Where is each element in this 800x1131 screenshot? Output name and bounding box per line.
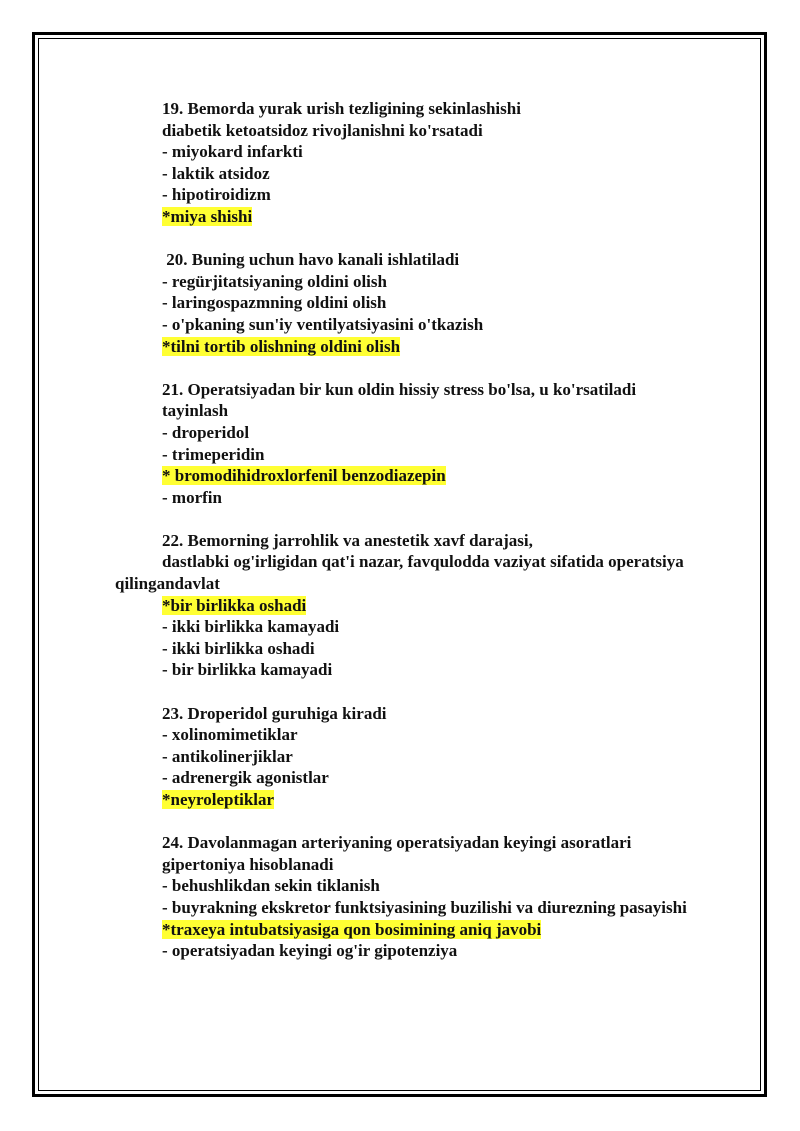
answer-option: - laringospazmning oldini olish xyxy=(162,293,387,313)
answer-option: - xolinomimetiklar xyxy=(162,725,298,745)
question-21 xyxy=(115,379,755,509)
answer-option: - ikki birlikka oshadi xyxy=(162,638,315,658)
question-text: 20. Buning uchun havo kanali ishlatiladi xyxy=(162,250,460,270)
question-text: 19. Bemorda yurak urish tezligining sekinlashishi xyxy=(162,99,521,118)
correct-answer: *tilni tortib olishning oldini olish xyxy=(162,336,401,356)
question-text: dastlabki og'irligidan qat'i nazar, favqulodda vaziyat sifatida operatsiya xyxy=(162,552,684,572)
question-23 xyxy=(115,703,755,811)
answer-option: - antikolinerjiklar xyxy=(162,746,293,766)
question-text: 23. Droperidol guruhiga kiradi xyxy=(162,703,387,723)
question-text: tayinlash xyxy=(162,401,229,421)
answer-option: - miyokard infarkti xyxy=(162,142,303,162)
question-list xyxy=(115,98,755,962)
question-text-wrap: qilingandavlat xyxy=(115,574,220,594)
answer-option: - trimeperidin xyxy=(162,444,265,464)
answer-option: - hipotiroidizm xyxy=(162,185,271,205)
answer-option: - ikki birlikka kamayadi xyxy=(162,617,340,637)
question-22 xyxy=(115,530,755,681)
answer-option: - buyrakning ekskretor funktsiyasining buzilishi va diurezning pasayishi xyxy=(162,897,687,917)
correct-answer: * bromodihidroxlorfenil benzodiazepin xyxy=(162,466,446,486)
answer-option: - regürjitatsiyaning oldini olish xyxy=(162,271,387,291)
question-text: 24. Davolanmagan arteriyaning operatsiyadan keyingi asoratlari xyxy=(162,833,632,853)
question-19 xyxy=(115,98,755,228)
correct-answer: *traxeya intubatsiyasiga qon bosimining aniq javobi xyxy=(162,919,542,939)
correct-answer: *neyroleptiklar xyxy=(162,790,275,809)
correct-answer: *miya shishi xyxy=(162,206,253,226)
answer-option: - operatsiyadan keyingi og'ir gipotenziya xyxy=(162,941,458,961)
question-20 xyxy=(115,249,755,357)
answer-option: - bir birlikka kamayadi xyxy=(162,660,333,680)
question-24 xyxy=(115,832,755,962)
answer-option: - morfin xyxy=(162,487,222,507)
answer-option: - adrenergik agonistlar xyxy=(162,768,329,788)
answer-option: - behushlikdan sekin tiklanish xyxy=(162,876,380,896)
question-text: 21. Operatsiyadan bir kun oldin hissiy stress bo'lsa, u ko'rsatiladi xyxy=(162,379,637,399)
correct-answer: *bir birlikka oshadi xyxy=(162,595,307,615)
question-text: gipertoniya hisoblanadi xyxy=(162,854,334,874)
answer-option: - laktik atsidoz xyxy=(162,163,270,183)
question-text: 22. Bemorning jarrohlik va anestetik xavf darajasi, xyxy=(162,530,533,550)
answer-option: - o'pkaning sun'iy ventilyatsiyasini o'tkazish xyxy=(162,314,484,334)
question-text: diabetik ketoatsidoz rivojlanishni ko'rsatadi xyxy=(162,120,483,140)
answer-option: - droperidol xyxy=(162,422,250,442)
